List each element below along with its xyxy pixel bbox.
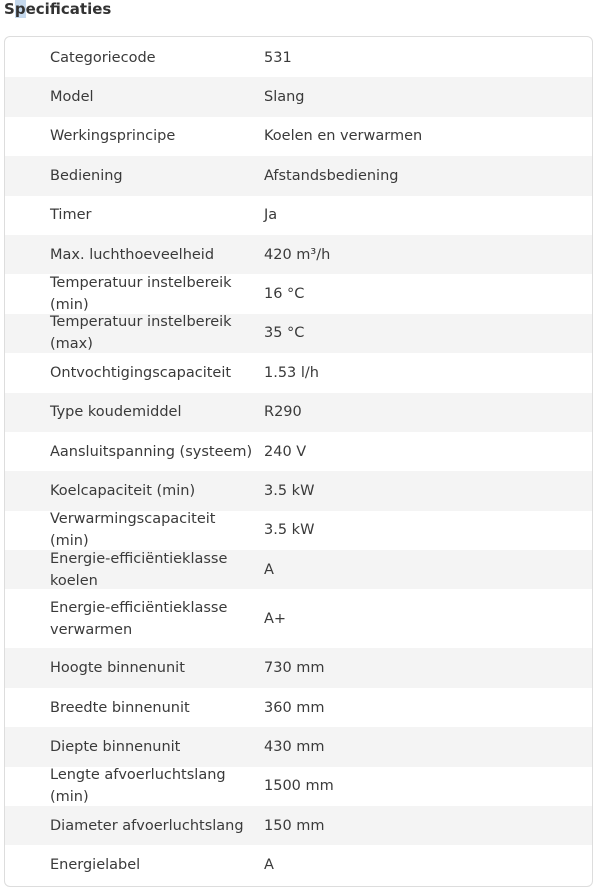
spec-row	[5, 274, 592, 313]
section-title-first: S	[4, 0, 15, 18]
section-title	[4, 0, 111, 18]
spec-value: A	[264, 561, 274, 578]
spec-row	[5, 806, 592, 845]
spec-value: 430 mm	[264, 738, 325, 755]
spec-value: 360 mm	[264, 699, 325, 716]
spec-row	[5, 648, 592, 687]
spec-label: Bediening	[50, 167, 123, 184]
spec-label: Energie-efficiëntieklasse koelen	[50, 550, 228, 589]
section-title-selected: p	[14, 0, 26, 18]
spec-label: Werkingsprincipe	[50, 128, 176, 145]
spec-value: 3.5 kW	[264, 482, 315, 499]
spec-row	[5, 471, 592, 510]
spec-value: 1500 mm	[264, 778, 334, 795]
spec-label: Timer	[50, 207, 92, 224]
spec-value: 1.53 l/h	[264, 364, 319, 381]
spec-row	[5, 767, 592, 806]
spec-value: 531	[264, 49, 292, 66]
spec-value: 420 m³/h	[264, 246, 331, 263]
spec-value: A	[264, 857, 274, 874]
spec-row	[5, 845, 592, 884]
spec-value: 35 °C	[264, 325, 305, 342]
spec-value: 3.5 kW	[264, 522, 315, 539]
spec-label: Type koudemiddel	[50, 404, 182, 421]
spec-value: Koelen en verwarmen	[264, 128, 423, 145]
spec-label: Temperatuur instelbereik (min)	[50, 275, 232, 314]
spec-value: Afstandsbediening	[264, 167, 399, 184]
spec-label: Koelcapaciteit (min)	[50, 482, 196, 499]
spec-value: 150 mm	[264, 817, 325, 834]
spec-row	[5, 38, 592, 77]
spec-label: Energie-efficiëntieklasse verwarmen	[50, 599, 228, 638]
spec-row	[5, 688, 592, 727]
spec-row	[5, 314, 592, 353]
spec-row	[5, 117, 592, 156]
spec-value: 16 °C	[264, 286, 305, 303]
spec-label: Diepte binnenunit	[50, 738, 181, 755]
spec-row	[5, 353, 592, 392]
spec-value: 240 V	[264, 443, 307, 460]
spec-row	[5, 550, 592, 589]
spec-row	[5, 235, 592, 274]
spec-row	[5, 432, 592, 471]
spec-row	[5, 589, 592, 648]
spec-value: A+	[264, 610, 287, 627]
spec-label: Hoogte binnenunit	[50, 660, 185, 677]
spec-row	[5, 727, 592, 766]
spec-label: Ontvochtigingscapaciteit	[50, 364, 232, 381]
spec-row	[5, 511, 592, 550]
spec-label: Model	[50, 89, 94, 106]
specifications-table	[4, 36, 593, 887]
spec-value: Slang	[264, 89, 305, 106]
spec-value: R290	[264, 404, 302, 421]
spec-row	[5, 393, 592, 432]
spec-label: Lengte afvoerluchtslang (min)	[50, 767, 226, 806]
spec-label: Temperatuur instelbereik (max)	[50, 314, 232, 353]
spec-label: Max. luchthoeveelheid	[50, 246, 215, 263]
spec-value: 730 mm	[264, 660, 325, 677]
spec-row	[5, 156, 592, 195]
spec-label: Breedte binnenunit	[50, 699, 190, 716]
spec-row	[5, 196, 592, 235]
spec-label: Diameter afvoerluchtslang	[50, 817, 244, 834]
spec-label: Categoriecode	[50, 49, 156, 66]
spec-row	[5, 77, 592, 116]
spec-label: Verwarmingscapaciteit (min)	[50, 511, 216, 550]
spec-value: Ja	[264, 207, 278, 224]
section-title-rest: ecificaties	[25, 0, 112, 18]
spec-label: Aansluitspanning (systeem)	[50, 443, 253, 460]
spec-label: Energielabel	[50, 857, 141, 874]
